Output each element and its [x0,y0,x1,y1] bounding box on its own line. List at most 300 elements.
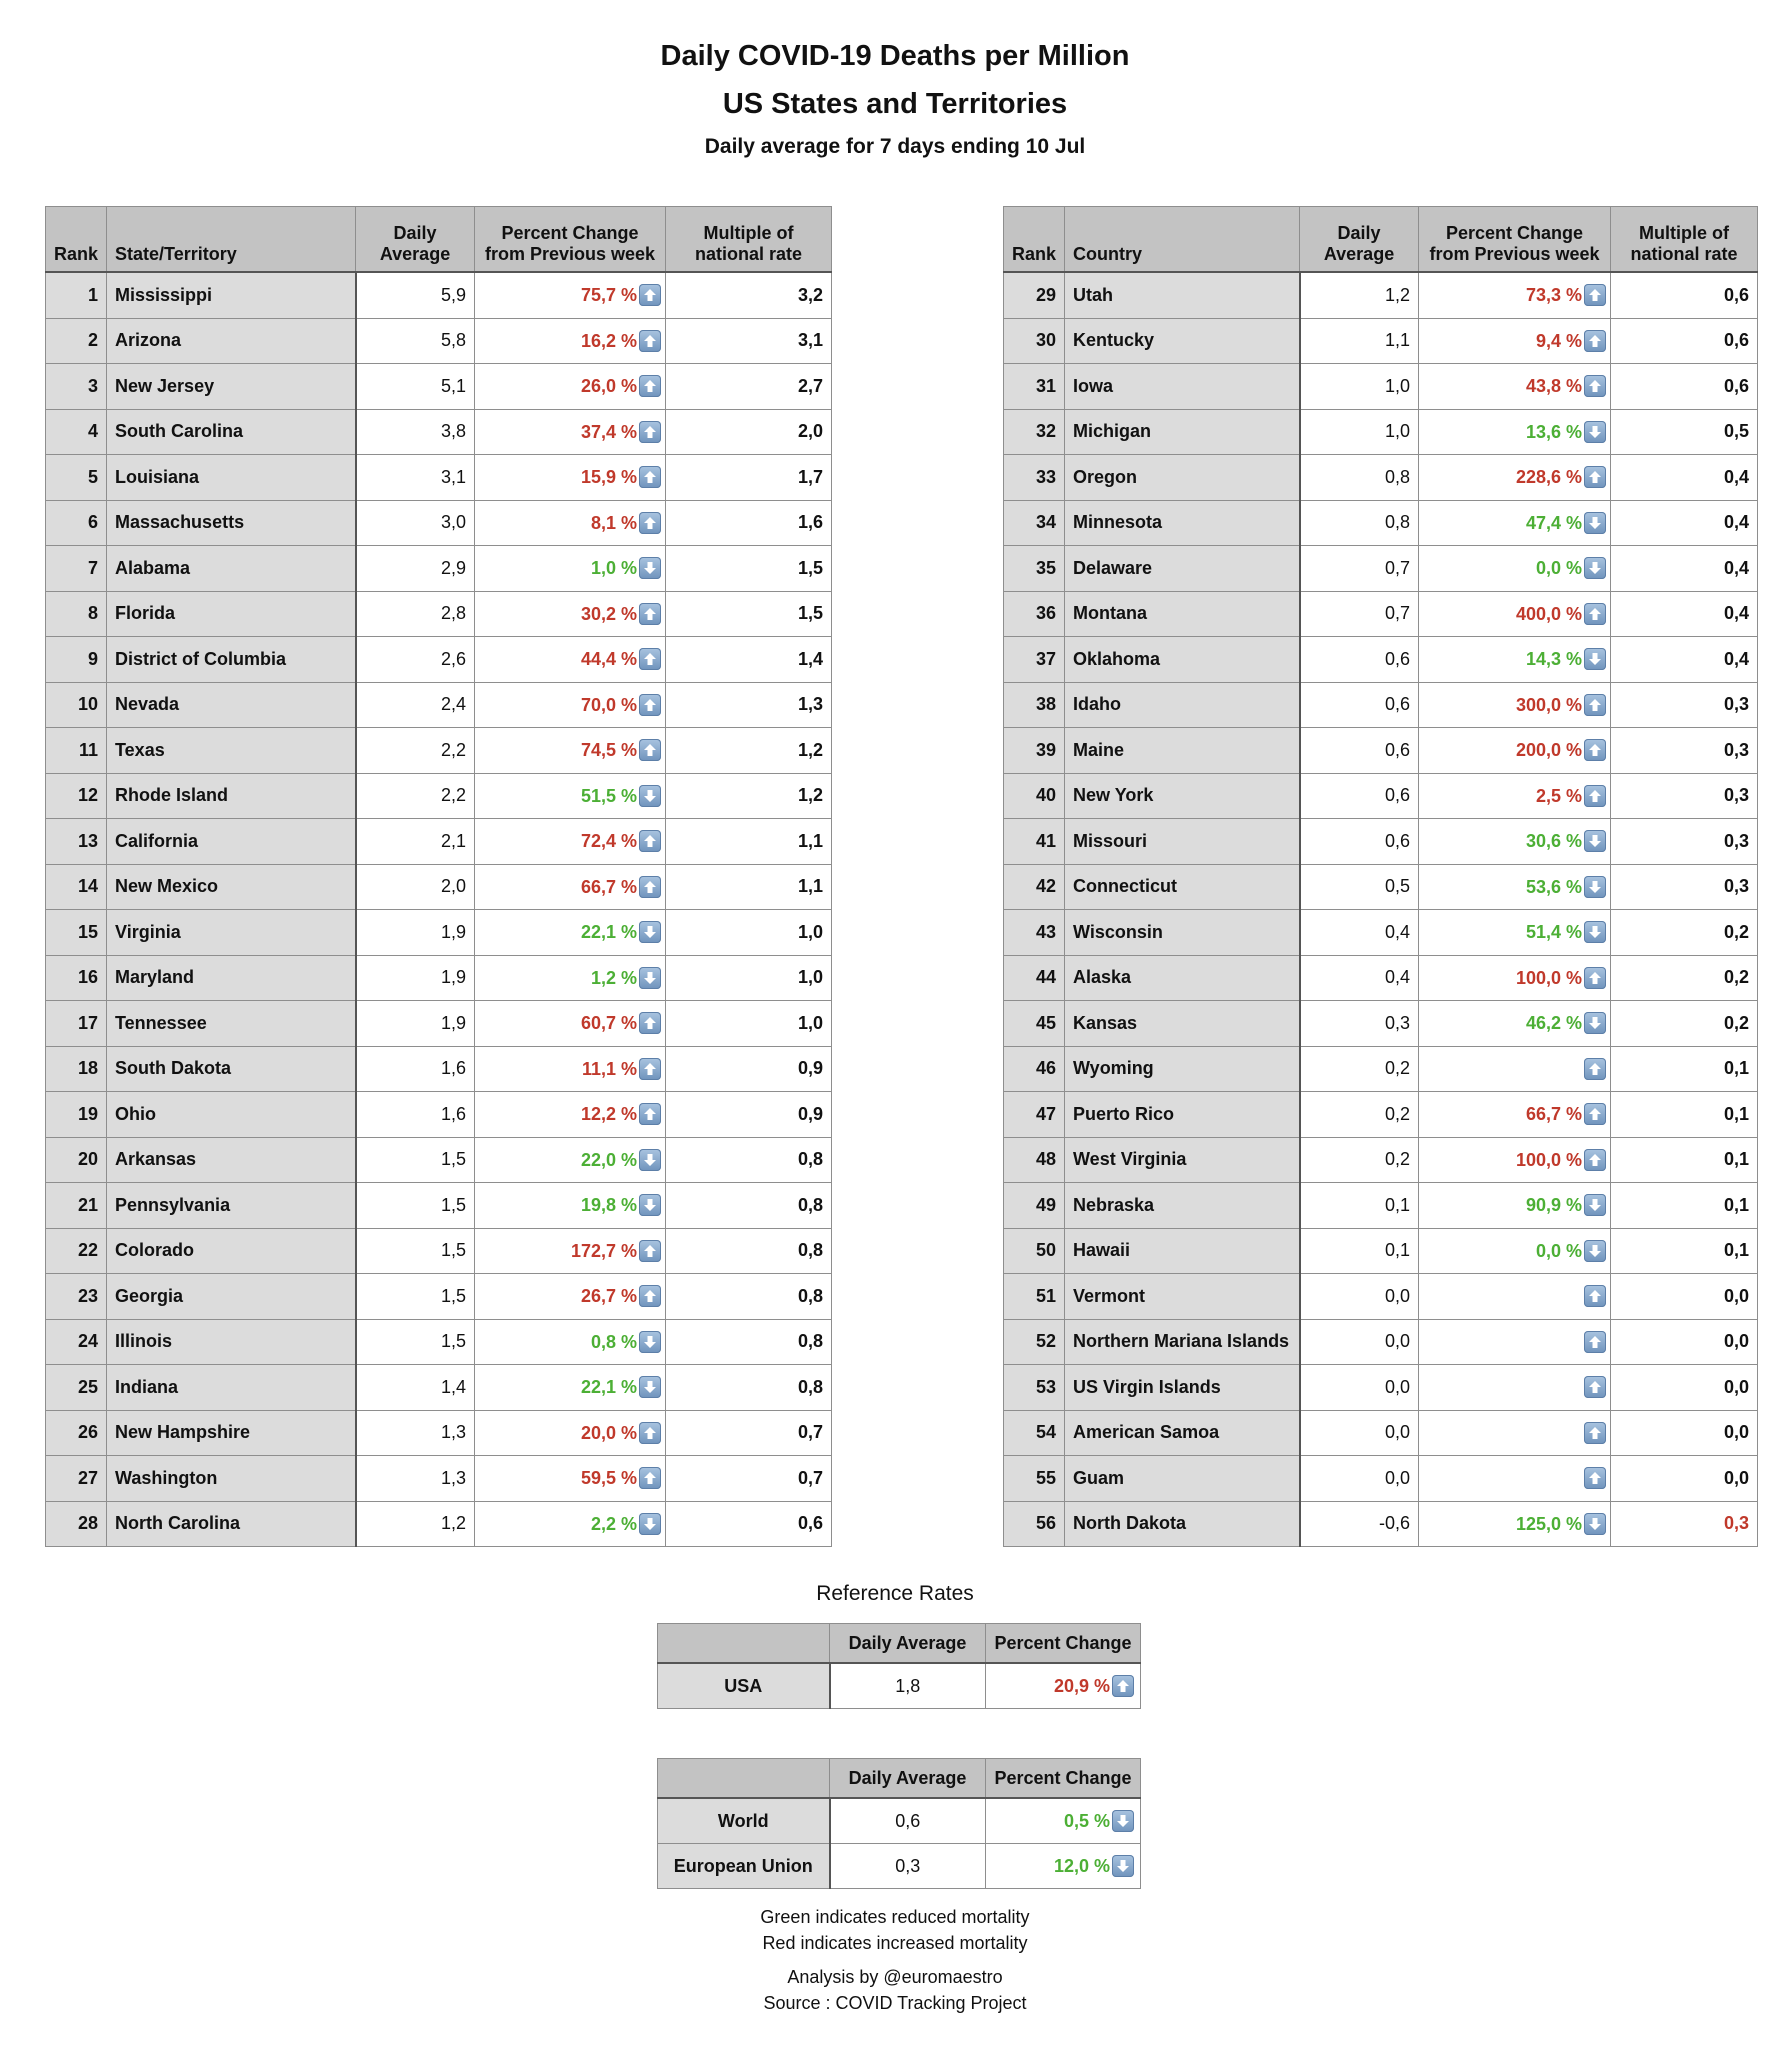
country-name-cell: Wisconsin [1065,910,1300,956]
arrow-up-icon [1584,284,1606,306]
daily-average-cell: 1,2 [1300,272,1419,318]
country-name-cell: Montana [1065,591,1300,637]
arrow-up-icon [639,421,661,443]
state-name-cell: New Jersey [107,364,356,410]
multiple-cell: 0,2 [1611,955,1758,1001]
arrow-down-icon [639,967,661,989]
percent-change-value: 66,7 % [580,876,638,897]
rank-cell: 37 [1004,637,1065,683]
arrow-down-icon [1584,1012,1606,1034]
multiple-cell: 0,1 [1611,1092,1758,1138]
arrow-down-icon [1584,557,1606,579]
multiple-cell: 0,9 [666,1046,832,1092]
percent-change-cell [475,1501,666,1547]
percent-change-cell [1419,864,1611,910]
multiple-cell: 0,1 [1611,1046,1758,1092]
multiple-cell: 0,4 [1611,455,1758,501]
arrow-up-icon [639,1058,661,1080]
reference-label: European Union [658,1844,830,1889]
state-name-cell: Louisiana [107,455,356,501]
table-row [46,1410,832,1456]
arrow-up-icon [1584,466,1606,488]
percent-change-value: 12,2 % [580,1104,638,1125]
reference-header-pct: Percent Change [986,1624,1141,1664]
table-row [46,1319,832,1365]
table-row [46,1046,832,1092]
multiple-cell: 1,2 [666,728,832,774]
note-red: Red indicates increased mortality [762,1933,1028,1953]
rank-cell: 30 [1004,318,1065,364]
table-row [46,1001,832,1047]
country-name-cell: Oklahoma [1065,637,1300,683]
rank-cell: 51 [1004,1274,1065,1320]
rank-cell: 46 [1004,1046,1065,1092]
header-state: State/Territory [107,207,356,273]
table-row [1004,1228,1758,1274]
arrow-down-icon [1584,876,1606,898]
multiple-cell: 0,7 [666,1410,832,1456]
table-row [1004,819,1758,865]
header-daily-average: Daily Average [356,207,475,273]
multiple-cell: 1,1 [666,819,832,865]
multiple-cell: 0,0 [1611,1365,1758,1411]
arrow-up-icon [1584,967,1606,989]
arrow-down-icon [639,1376,661,1398]
multiple-cell: 0,8 [666,1319,832,1365]
state-name-cell: South Carolina [107,409,356,455]
multiple-cell: 0,3 [1611,819,1758,865]
table-row [1004,409,1758,455]
multiple-cell: 0,3 [1611,682,1758,728]
percent-change-value: 9,4 % [1535,330,1583,351]
daily-average-cell: 1,6 [356,1046,475,1092]
reference-pct [986,1663,1141,1709]
reference-header-blank [658,1624,830,1664]
percent-change-value: 172,7 % [570,1240,638,1261]
multiple-cell: 0,4 [1611,500,1758,546]
percent-change-cell [475,1183,666,1229]
percent-change-cell [1419,455,1611,501]
percent-change-cell [1419,591,1611,637]
rank-cell: 26 [46,1410,107,1456]
reference-pct-value: 0,5 % [1063,1811,1110,1831]
multiple-cell: 1,0 [666,1001,832,1047]
rank-cell: 17 [46,1001,107,1047]
table-row [1004,500,1758,546]
reference-label: World [658,1798,830,1844]
percent-change-value: 46,2 % [1525,1013,1583,1034]
rank-cell: 24 [46,1319,107,1365]
table-row [46,1365,832,1411]
state-name-cell: Arizona [107,318,356,364]
table-row [46,1501,832,1547]
daily-average-cell: 0,0 [1300,1410,1419,1456]
state-name-cell: Georgia [107,1274,356,1320]
state-name-cell: Indiana [107,1365,356,1411]
arrow-up-icon [1584,603,1606,625]
daily-average-cell: 0,2 [1300,1137,1419,1183]
rank-cell: 56 [1004,1501,1065,1547]
table-row [1004,272,1758,318]
arrow-up-icon [1584,694,1606,716]
arrow-up-icon [1112,1675,1134,1697]
multiple-cell: 0,1 [1611,1228,1758,1274]
percent-change-value: 22,0 % [580,1149,638,1170]
daily-average-cell: 0,1 [1300,1183,1419,1229]
percent-change-cell [475,682,666,728]
percent-change-cell [1419,910,1611,956]
percent-change-cell [475,1046,666,1092]
state-name-cell: Colorado [107,1228,356,1274]
percent-change-value: 73,3 % [1525,285,1583,306]
header-percent-change: Percent Change from Previous week [1419,207,1611,273]
reference-daily: 0,3 [830,1844,986,1889]
rank-cell: 29 [1004,272,1065,318]
multiple-cell: 0,6 [1611,272,1758,318]
country-name-cell: Michigan [1065,409,1300,455]
state-name-cell: Alabama [107,546,356,592]
percent-change-value: 19,8 % [580,1195,638,1216]
percent-change-value: 15,9 % [580,467,638,488]
arrow-up-icon [639,739,661,761]
country-name-cell: Guam [1065,1456,1300,1502]
state-name-cell: Rhode Island [107,773,356,819]
table-row [1004,591,1758,637]
table-row [46,1274,832,1320]
percent-change-cell [1419,409,1611,455]
table-row [1004,1319,1758,1365]
reference-header-pct: Percent Change [986,1759,1141,1799]
percent-change-cell [475,955,666,1001]
percent-change-cell [475,728,666,774]
percent-change-value: 100,0 % [1515,1149,1583,1170]
daily-average-cell: 2,9 [356,546,475,592]
table-row [1004,955,1758,1001]
country-name-cell: Minnesota [1065,500,1300,546]
rank-cell: 16 [46,955,107,1001]
rank-cell: 25 [46,1365,107,1411]
left-ranking-table [45,206,832,1547]
percent-change-cell [475,773,666,819]
rank-cell: 43 [1004,910,1065,956]
daily-average-cell: 5,1 [356,364,475,410]
rank-cell: 14 [46,864,107,910]
rank-cell: 6 [46,500,107,546]
daily-average-cell: 0,3 [1300,1001,1419,1047]
percent-change-cell [475,455,666,501]
percent-change-value: 75,7 % [580,285,638,306]
percent-change-cell [475,1410,666,1456]
multiple-cell: 1,0 [666,955,832,1001]
percent-change-value: 0,0 % [1535,1240,1583,1261]
table-row [1004,1092,1758,1138]
country-name-cell: Wyoming [1065,1046,1300,1092]
daily-average-cell: 1,3 [356,1410,475,1456]
daily-average-cell: 0,1 [1300,1228,1419,1274]
multiple-cell: 1,4 [666,637,832,683]
arrow-down-icon [1584,1194,1606,1216]
percent-change-cell [1419,1274,1611,1320]
header-percent-change: Percent Change from Previous week [475,207,666,273]
daily-average-cell: 2,2 [356,728,475,774]
percent-change-cell [1419,682,1611,728]
country-name-cell: Alaska [1065,955,1300,1001]
header-multiple: Multiple of national rate [1611,207,1758,273]
rank-cell: 5 [46,455,107,501]
percent-change-cell [475,1456,666,1502]
table-row [46,1092,832,1138]
country-name-cell: Nebraska [1065,1183,1300,1229]
chart-subtitle: US States and Territories [722,88,1068,120]
rank-cell: 21 [46,1183,107,1229]
percent-change-value: 22,1 % [580,922,638,943]
state-name-cell: New Mexico [107,864,356,910]
credit-analysis: Analysis by @euromaestro [787,1967,1003,1987]
multiple-cell: 1,2 [666,773,832,819]
state-name-cell: Nevada [107,682,356,728]
multiple-cell: 0,4 [1611,591,1758,637]
daily-average-cell: 0,8 [1300,500,1419,546]
rank-cell: 36 [1004,591,1065,637]
rank-cell: 12 [46,773,107,819]
arrow-up-icon [639,1467,661,1489]
reference-usa-table [657,1623,1141,1709]
multiple-cell: 0,7 [666,1456,832,1502]
rank-cell: 7 [46,546,107,592]
daily-average-cell: 1,2 [356,1501,475,1547]
country-name-cell: Puerto Rico [1065,1092,1300,1138]
daily-average-cell: 0,5 [1300,864,1419,910]
multiple-cell: 3,2 [666,272,832,318]
percent-change-cell [475,318,666,364]
percent-change-value: 2,5 % [1535,785,1583,806]
table-row [1004,1183,1758,1229]
multiple-cell: 0,8 [666,1228,832,1274]
daily-average-cell: 1,0 [1300,409,1419,455]
rank-cell: 9 [46,637,107,683]
arrow-down-icon [1584,648,1606,670]
reference-rates-title: Reference Rates [816,1582,974,1605]
daily-average-cell: -0,6 [1300,1501,1419,1547]
percent-change-cell [1419,955,1611,1001]
country-name-cell: American Samoa [1065,1410,1300,1456]
rank-cell: 38 [1004,682,1065,728]
table-row [46,955,832,1001]
state-name-cell: Maryland [107,955,356,1001]
note-green: Green indicates reduced mortality [760,1907,1030,1927]
multiple-cell: 0,4 [1611,637,1758,683]
percent-change-value: 30,6 % [1525,831,1583,852]
percent-change-value: 2,2 % [590,1513,638,1534]
daily-average-cell: 3,8 [356,409,475,455]
daily-average-cell: 5,8 [356,318,475,364]
daily-average-cell: 2,1 [356,819,475,865]
percent-change-value: 16,2 % [580,330,638,351]
arrow-up-icon [1584,1285,1606,1307]
table-row [1004,1365,1758,1411]
country-name-cell: Iowa [1065,364,1300,410]
arrow-up-icon [639,330,661,352]
multiple-cell: 0,4 [1611,546,1758,592]
multiple-cell: 0,0 [1611,1410,1758,1456]
country-name-cell: Oregon [1065,455,1300,501]
reference-row-world [658,1798,1141,1844]
state-name-cell: Florida [107,591,356,637]
rank-cell: 50 [1004,1228,1065,1274]
arrow-down-icon [1112,1810,1134,1832]
daily-average-cell: 0,6 [1300,637,1419,683]
arrow-down-icon [639,1513,661,1535]
table-row [1004,1456,1758,1502]
reference-pct-value: 20,9 % [1053,1676,1110,1696]
country-name-cell: Kentucky [1065,318,1300,364]
reference-header-daily: Daily Average [830,1624,986,1664]
percent-change-cell [475,364,666,410]
country-name-cell: Utah [1065,272,1300,318]
header-rank: Rank [46,207,107,273]
state-name-cell: North Carolina [107,1501,356,1547]
percent-change-value: 74,5 % [580,740,638,761]
rank-cell: 55 [1004,1456,1065,1502]
arrow-up-icon [1584,1058,1606,1080]
percent-change-cell [475,546,666,592]
percent-change-value: 400,0 % [1515,603,1583,624]
table-row [1004,728,1758,774]
rank-cell: 28 [46,1501,107,1547]
daily-average-cell: 0,2 [1300,1092,1419,1138]
daily-average-cell: 1,6 [356,1092,475,1138]
percent-change-value: 26,0 % [580,376,638,397]
table-row [1004,318,1758,364]
percent-change-value: 30,2 % [580,603,638,624]
percent-change-cell [475,910,666,956]
table-row [46,272,832,318]
daily-average-cell: 1,9 [356,955,475,1001]
daily-average-cell: 1,5 [356,1319,475,1365]
daily-average-cell: 0,8 [1300,455,1419,501]
multiple-cell: 3,1 [666,318,832,364]
daily-average-cell: 2,0 [356,864,475,910]
percent-change-cell [1419,1410,1611,1456]
title-block [0,36,1790,162]
arrow-up-icon [1584,330,1606,352]
table-row [1004,1137,1758,1183]
multiple-cell: 0,3 [1611,728,1758,774]
rank-cell: 3 [46,364,107,410]
state-name-cell: Illinois [107,1319,356,1365]
arrow-up-icon [639,1422,661,1444]
table-row [1004,1274,1758,1320]
reference-world-table [657,1758,1141,1889]
daily-average-cell: 0,7 [1300,546,1419,592]
chart-subtitle-period: Daily average for 7 days ending 10 Jul [704,135,1086,158]
multiple-cell: 1,0 [666,910,832,956]
arrow-up-icon [1584,1103,1606,1125]
rank-cell: 35 [1004,546,1065,592]
multiple-cell: 1,3 [666,682,832,728]
arrow-down-icon [1584,512,1606,534]
arrow-up-icon [1584,1376,1606,1398]
reference-pct-value: 12,0 % [1053,1856,1110,1876]
daily-average-cell: 1,9 [356,910,475,956]
percent-change-value: 26,7 % [580,1286,638,1307]
percent-change-cell [1419,1046,1611,1092]
arrow-up-icon [639,284,661,306]
multiple-cell: 0,0 [1611,1274,1758,1320]
percent-change-cell [1419,500,1611,546]
table-row [46,318,832,364]
multiple-cell: 0,8 [666,1183,832,1229]
arrow-up-icon [1584,1149,1606,1171]
reference-row-eu [658,1844,1141,1889]
arrow-up-icon [639,1103,661,1125]
multiple-cell: 0,3 [1611,864,1758,910]
chart-title: Daily COVID-19 Deaths per Million [660,40,1130,72]
daily-average-cell: 3,0 [356,500,475,546]
percent-change-value: 11,1 % [581,1058,638,1079]
table-row [1004,637,1758,683]
multiple-cell: 0,6 [1611,318,1758,364]
percent-change-value: 0,0 % [1535,558,1583,579]
table-row [46,1456,832,1502]
arrow-down-icon [1584,1513,1606,1535]
reference-row-usa [658,1663,1141,1709]
credit-source: Source : COVID Tracking Project [763,1993,1027,2013]
percent-change-cell [1419,819,1611,865]
country-name-cell: Hawaii [1065,1228,1300,1274]
table-row [46,864,832,910]
state-name-cell: South Dakota [107,1046,356,1092]
country-name-cell: Vermont [1065,1274,1300,1320]
arrow-up-icon [639,1012,661,1034]
state-name-cell: Pennsylvania [107,1183,356,1229]
arrow-down-icon [639,785,661,807]
percent-change-cell [1419,1092,1611,1138]
arrow-down-icon [639,1331,661,1353]
arrow-down-icon [639,1194,661,1216]
arrow-up-icon [1584,1467,1606,1489]
arrow-up-icon [639,512,661,534]
daily-average-cell: 0,6 [1300,819,1419,865]
country-name-cell: Northern Mariana Islands [1065,1319,1300,1365]
rank-cell: 2 [46,318,107,364]
daily-average-cell: 0,4 [1300,955,1419,1001]
percent-change-cell [1419,272,1611,318]
state-name-cell: Ohio [107,1092,356,1138]
percent-change-value: 43,8 % [1525,376,1583,397]
percent-change-cell [475,1228,666,1274]
percent-change-cell [475,591,666,637]
daily-average-cell: 5,9 [356,272,475,318]
state-name-cell: Massachusetts [107,500,356,546]
left-table-header [46,207,832,273]
rank-cell: 40 [1004,773,1065,819]
daily-average-cell: 1,1 [1300,318,1419,364]
rank-cell: 19 [46,1092,107,1138]
percent-change-value: 51,5 % [580,785,638,806]
rank-cell: 48 [1004,1137,1065,1183]
percent-change-value: 66,7 % [1525,1104,1583,1125]
percent-change-value: 90,9 % [1525,1195,1583,1216]
daily-average-cell: 1,9 [356,1001,475,1047]
arrow-down-icon [1584,921,1606,943]
arrow-up-icon [639,466,661,488]
multiple-cell: 0,8 [666,1274,832,1320]
arrow-up-icon [639,694,661,716]
state-name-cell: California [107,819,356,865]
rank-cell: 52 [1004,1319,1065,1365]
reference-header [658,1759,1141,1799]
